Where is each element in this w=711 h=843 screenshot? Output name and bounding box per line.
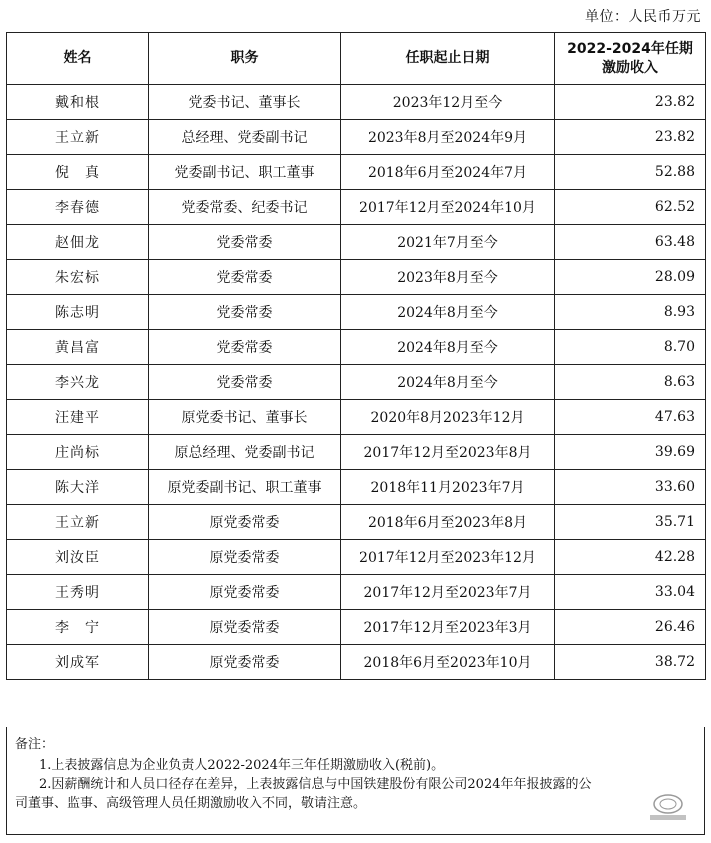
cell-position: 党委常委 [149, 225, 341, 260]
cell-position: 原党委常委 [149, 645, 341, 680]
cell-position: 总经理、党委副书记 [149, 120, 341, 155]
cell-period: 2018年6月至2023年8月 [341, 505, 555, 540]
cell-position: 原党委常委 [149, 540, 341, 575]
cell-position: 党委常委 [149, 295, 341, 330]
cell-income: 28.09 [555, 260, 706, 295]
note-2-line-2: 司董事、监事、高级管理人员任期激励收入不同，敬请注意。 [15, 796, 367, 811]
table-row [7, 400, 706, 435]
cell-period: 2017年12月至2023年7月 [341, 575, 555, 610]
note-2-line-1: 2.因薪酬统计和人员口径存在差异，上表披露信息与中国铁建股份有限公司2024年年报披露的公 [39, 777, 592, 792]
header-income-line2: 激励收入 [602, 59, 658, 76]
table-row [7, 155, 706, 190]
cell-income: 23.82 [555, 85, 706, 120]
cell-name: 陈志明 [7, 295, 149, 330]
table-row [7, 295, 706, 330]
cell-period: 2023年8月至2024年9月 [341, 120, 555, 155]
table-row [7, 470, 706, 505]
cell-name: 赵佃龙 [7, 225, 149, 260]
table-row [7, 85, 706, 120]
table-row [7, 435, 706, 470]
watermark-logo-icon [646, 792, 690, 822]
notes-section [6, 727, 705, 835]
cell-name: 倪 真 [7, 155, 149, 190]
cell-name: 汪建平 [7, 400, 149, 435]
cell-period: 2017年12月至2024年10月 [341, 190, 555, 225]
cell-period: 2023年12月至今 [341, 85, 555, 120]
cell-period: 2017年12月至2023年12月 [341, 540, 555, 575]
cell-income: 62.52 [555, 190, 706, 225]
cell-name: 陈大洋 [7, 470, 149, 505]
table-header-row [7, 33, 706, 85]
incentive-income-table [6, 32, 706, 680]
cell-position: 党委常委、纪委书记 [149, 190, 341, 225]
cell-name: 李春德 [7, 190, 149, 225]
table-row [7, 330, 706, 365]
cell-period: 2018年6月至2023年10月 [341, 645, 555, 680]
table-row [7, 120, 706, 155]
cell-position: 原党委书记、董事长 [149, 400, 341, 435]
cell-name: 刘成军 [7, 645, 149, 680]
header-income-line1: 2022-2024年任期 [567, 40, 693, 57]
cell-name: 李 宁 [7, 610, 149, 645]
cell-income: 33.04 [555, 575, 706, 610]
cell-period: 2017年12月至2023年8月 [341, 435, 555, 470]
cell-income: 47.63 [555, 400, 706, 435]
cell-income: 8.63 [555, 365, 706, 400]
cell-income: 26.46 [555, 610, 706, 645]
cell-period: 2018年11月2023年7月 [341, 470, 555, 505]
cell-name: 王立新 [7, 505, 149, 540]
cell-position: 原党委常委 [149, 575, 341, 610]
cell-name: 刘汝臣 [7, 540, 149, 575]
cell-position: 原党委常委 [149, 505, 341, 540]
cell-position: 党委常委 [149, 260, 341, 295]
header-name: 姓名 [7, 33, 149, 85]
cell-position: 党委常委 [149, 330, 341, 365]
note-1: 1.上表披露信息为企业负责人2022-2024年三年任期激励收入(税前)。 [39, 758, 445, 773]
header-position: 职务 [149, 33, 341, 85]
cell-name: 戴和根 [7, 85, 149, 120]
table-row [7, 190, 706, 225]
cell-income: 39.69 [555, 435, 706, 470]
cell-income: 33.60 [555, 470, 706, 505]
cell-period: 2024年8月至今 [341, 330, 555, 365]
cell-name: 王立新 [7, 120, 149, 155]
cell-name: 李兴龙 [7, 365, 149, 400]
table-body [7, 85, 706, 680]
cell-position: 党委书记、董事长 [149, 85, 341, 120]
cell-income: 8.70 [555, 330, 706, 365]
cell-name: 庄尚标 [7, 435, 149, 470]
table-row [7, 610, 706, 645]
cell-income: 8.93 [555, 295, 706, 330]
cell-position: 原党委副书记、职工董事 [149, 470, 341, 505]
cell-name: 朱宏标 [7, 260, 149, 295]
cell-income: 38.72 [555, 645, 706, 680]
cell-name: 王秀明 [7, 575, 149, 610]
cell-income: 42.28 [555, 540, 706, 575]
cell-period: 2023年8月至今 [341, 260, 555, 295]
table-row [7, 575, 706, 610]
cell-period: 2020年8月2023年12月 [341, 400, 555, 435]
header-income [555, 33, 706, 85]
cell-name: 黄昌富 [7, 330, 149, 365]
cell-position: 党委副书记、职工董事 [149, 155, 341, 190]
cell-income: 35.71 [555, 505, 706, 540]
notes-title: 备注： [15, 737, 55, 752]
unit-label: 单位：人民币万元 [585, 9, 701, 25]
cell-position: 党委常委 [149, 365, 341, 400]
table-row [7, 645, 706, 680]
cell-period: 2024年8月至今 [341, 365, 555, 400]
cell-period: 2024年8月至今 [341, 295, 555, 330]
table-row [7, 225, 706, 260]
cell-period: 2017年12月至2023年3月 [341, 610, 555, 645]
cell-period: 2018年6月至2024年7月 [341, 155, 555, 190]
table-row [7, 505, 706, 540]
cell-period: 2021年7月至今 [341, 225, 555, 260]
cell-income: 52.88 [555, 155, 706, 190]
cell-position: 原党委常委 [149, 610, 341, 645]
cell-income: 23.82 [555, 120, 706, 155]
table-row [7, 260, 706, 295]
table-row [7, 540, 706, 575]
cell-income: 63.48 [555, 225, 706, 260]
header-period: 任职起止日期 [341, 33, 555, 85]
cell-position: 原总经理、党委副书记 [149, 435, 341, 470]
table-row [7, 365, 706, 400]
